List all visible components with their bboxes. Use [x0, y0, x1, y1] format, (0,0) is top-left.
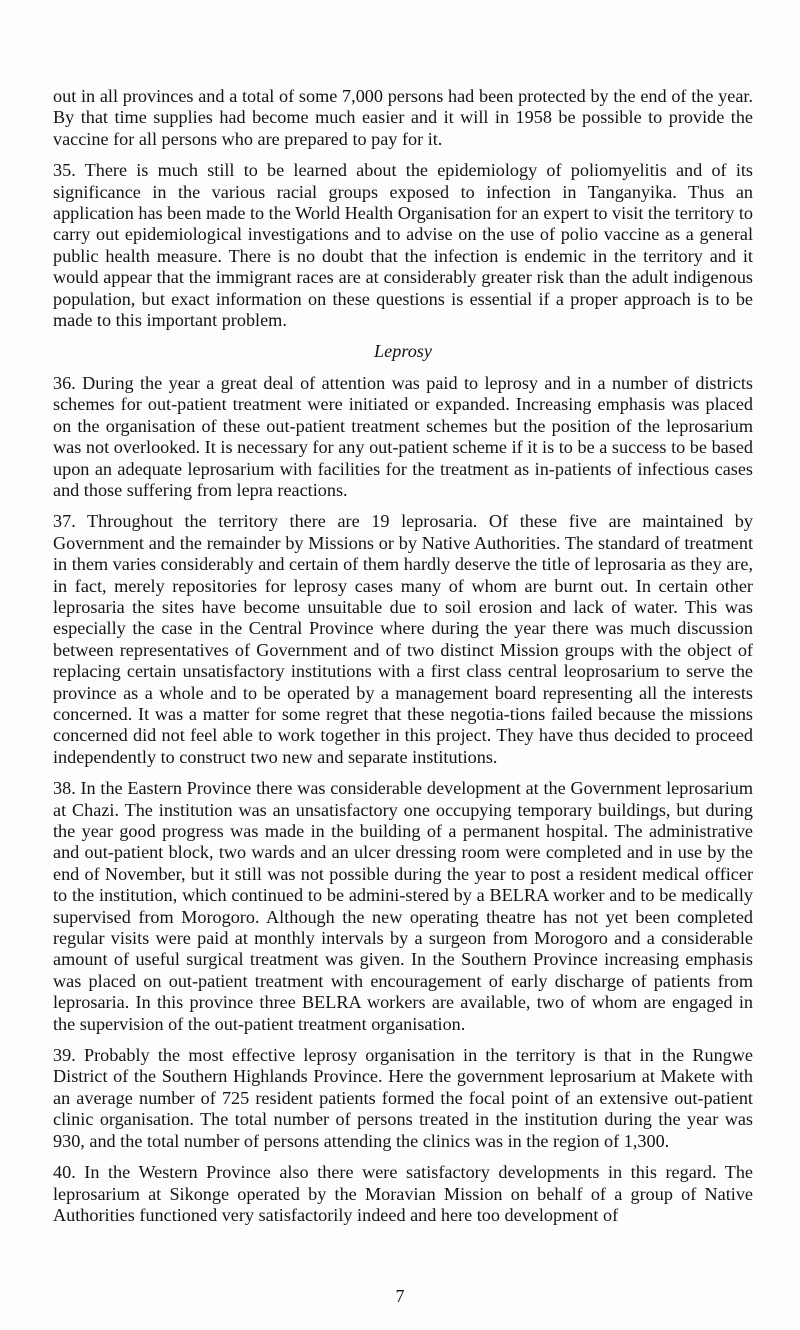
paragraph-40: 40. In the Western Province also there were satisfactory developments in this regard. The leprosarium at Sikonge operated by the Moravian Mission on behalf of a group of Native Authorities functioned very satisfactorily indeed and here too development of [53, 1162, 753, 1225]
body-text [53, 86, 753, 1236]
paragraph-36: 36. During the year a great deal of attention was paid to leprosy and in a number of districts schemes for out-patient treatment were initiated or expanded. Increasing emphasis was placed on the organisation of these out-patient treatment schemes but the position of the leprosarium was not overlooked. It is necessary for any out-patient scheme if it is to be a success to be based upon an adequate leprosarium with facilities for the treatment as in-patients of infectious cases and those suffering from lepra reactions. [53, 372, 753, 500]
paragraph-37: 37. Throughout the territory there are 19 leprosaria. Of these five are maintained by Government and the remainder by Missions or by Native Authorities. The standard of treatment in them varies considerably and certain of them hardly deserve the title of leprosaria as they are, in fact, merely repositories for leprosy cases many of whom are burnt out. In certain other leprosaria the sites have become unsuitable due to soil erosion and lack of water. This was especially the case in the Central Province where during the year there was much discussion between representatives of Government and of two distinct Mission groups with the object of replacing certain unsatisfactory institutions with a first class central leoprosarium to serve the province as a whole and to be operated by a management board representing all the interests concerned. It was a matter for some regret that these negotia-tions failed because the missions concerned did not feel able to work together in this project. They have thus decided to proceed independently to construct two new and separate institutions. [53, 511, 753, 767]
page-number: 7 [395, 1286, 405, 1306]
paragraph-35: 35. There is much still to be learned about the epidemiology of poliomyelitis and of its significance in the various racial groups exposed to infection in Tanganyika. Thus an application has been made to the World Health Organisation for an expert to visit the territory to carry out epidemiological investigations and to advise on the use of polio vaccine as a general public health measure. There is no doubt that the infection is endemic in the territory and it would appear that the immigrant races are at considerably greater risk than the adult indigenous population, but exact information on these questions is essential if a proper approach is to be made to this important problem. [53, 160, 753, 331]
paragraph-continued: out in all provinces and a total of some 7,000 persons had been protected by the end of the year. By that time supplies had become much easier and it will in 1958 be possible to provide the vaccine for all persons who are prepared to pay for it. [53, 86, 753, 149]
section-heading-leprosy: Leprosy [374, 341, 432, 362]
paragraph-39: 39. Probably the most effective leprosy organisation in the territory is that in the Rungwe District of the Southern Highlands Province. Here the government leprosarium at Makete with an average number of 725 resident patients formed the focal point of an extensive out-patient clinic organisation. The total number of persons treated in the institution during the year was 930, and the total number of persons attending the clinics was in the region of 1,300. [53, 1045, 753, 1151]
paragraph-38: 38. In the Eastern Province there was considerable development at the Government leprosarium at Chazi. The institution was an unsatisfactory one occupying temporary buildings, but during the year good progress was made in the building of a permanent hospital. The administrative and out-patient block, two wards and an ulcer dressing room were completed and in use by the end of November, but it still was not possible during the year to post a resident medical officer to the institution, which continued to be admini-stered by a BELRA worker and to be medically supervised from Morogoro. Although the new operating theatre has not yet been completed regular visits were paid at monthly intervals by a surgeon from Morogoro and a considerable amount of useful surgical treatment was given. In the Southern Province increasing emphasis was placed on out-patient treatment with encouragement of early discharge of patients from leprosaria. In this province three BELRA workers are available, two of whom are engaged in the supervision of the out-patient treatment organisation. [53, 778, 753, 1034]
